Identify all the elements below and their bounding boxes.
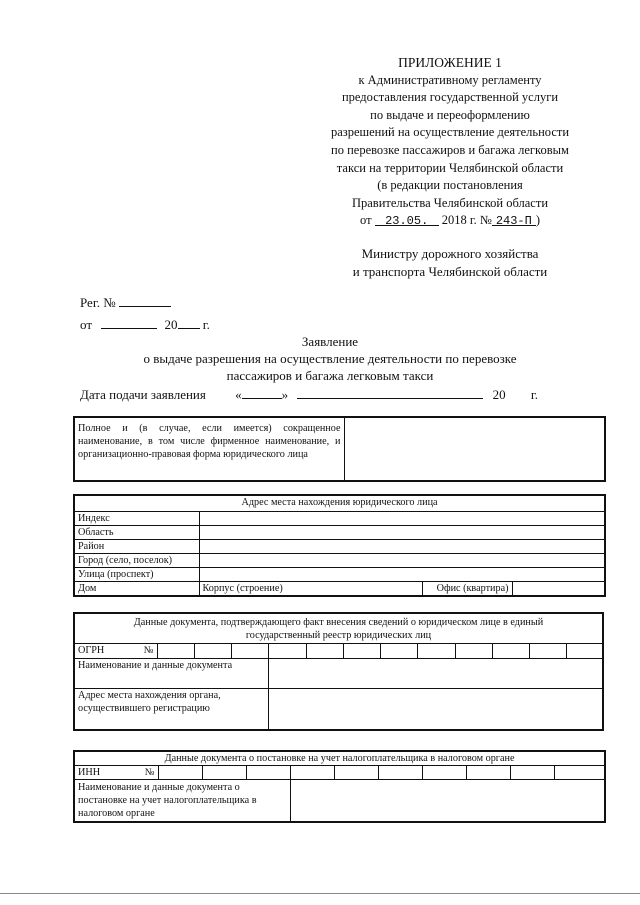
city-label: Город (село, поселок): [74, 553, 199, 567]
scan-edge-divider: [0, 893, 640, 894]
building-label: Корпус (строение): [199, 581, 422, 596]
ogrn-digit-cell[interactable]: [194, 643, 231, 658]
appendix-title: ПРИЛОЖЕНИЕ 1: [398, 55, 502, 70]
city-input[interactable]: [199, 553, 605, 567]
header-line: по перевозке пассажиров и багажа легковым: [331, 142, 569, 157]
ogrn-org-address-label: Адрес места нахождения органа, осуществившего регистрацию: [74, 688, 269, 730]
reg-year-label: 20: [164, 317, 178, 332]
submit-date-line: [80, 386, 600, 404]
region-label: Область: [74, 525, 199, 539]
ogrn-digit-cell[interactable]: [418, 643, 455, 658]
inn-digit-cell[interactable]: [378, 766, 422, 780]
resolution-date: 23.05.: [375, 213, 439, 226]
reg-year-field[interactable]: [178, 316, 200, 329]
ogrn-doc-name-label: Наименование и данные документа: [74, 658, 269, 688]
addressee-line: и транспорта Челябинской области: [352, 264, 548, 279]
inn-digit-cell[interactable]: [158, 766, 202, 780]
ogrn-digit-cell[interactable]: [492, 643, 529, 658]
ogrn-title: [74, 613, 603, 643]
inn-digit-cell[interactable]: [510, 766, 554, 780]
ogrn-title-line: Данные документа, подтверждающего факт внесения сведений о юридическом лице в единый: [133, 617, 544, 628]
statement-title: Заявление: [301, 334, 359, 349]
header-date-line: [300, 212, 600, 230]
region-input[interactable]: [199, 525, 605, 539]
inn-title: Данные документа о постановке на учет налогоплательщика в налоговом органе: [74, 751, 605, 766]
ogrn-label: ОГРН: [74, 643, 125, 658]
street-label: Улица (проспект): [74, 567, 199, 581]
statement-heading: [60, 333, 600, 384]
legal-name-label: Полное и (в случае, если имеется) сокращенное наименование, в том числе фирменное наименование, и организационно-правовая форма юридического лица: [74, 417, 344, 481]
inn-digit-cell[interactable]: [466, 766, 510, 780]
header-line: Правительства Челябинской области: [351, 195, 549, 210]
inn-doc-label: Наименование и данные документа о постановке на учет налогоплательщика в налоговом органе: [74, 780, 290, 822]
office-input[interactable]: [512, 581, 605, 596]
submit-month-field[interactable]: [297, 386, 483, 399]
inn-label: ИНН: [74, 766, 124, 780]
ogrn-digit-cell[interactable]: [306, 643, 343, 658]
ogrn-table: [73, 612, 604, 731]
street-input[interactable]: [199, 567, 605, 581]
statement-subtitle: о выдаче разрешения на осуществление деятельности по перевозке: [143, 351, 517, 366]
header-line: по выдаче и переоформлению: [370, 107, 530, 122]
addressee: [300, 245, 600, 281]
inn-digit-cell[interactable]: [554, 766, 605, 780]
submit-day-field[interactable]: [242, 386, 282, 399]
address-table: [73, 494, 606, 597]
header-line: разрешений на осуществление деятельности: [330, 125, 570, 140]
inn-digit-cell[interactable]: [334, 766, 378, 780]
inn-table: [73, 750, 606, 823]
appendix-header: [300, 54, 600, 230]
reg-g-label: г.: [202, 317, 210, 332]
legal-name-input[interactable]: [344, 417, 605, 481]
reg-from-label: от: [80, 317, 93, 332]
address-title: Адрес места нахождения юридического лица: [74, 495, 605, 511]
ogrn-digit-cell[interactable]: [157, 643, 194, 658]
submit-year-label: 20: [492, 387, 506, 402]
quote-close: »: [281, 387, 289, 402]
submit-date-label: Дата подачи заявления: [80, 387, 206, 402]
index-label: Индекс: [74, 511, 199, 525]
date-suffix: ): [535, 213, 540, 228]
house-label: Дом: [74, 581, 199, 596]
ogrn-title-line: государственный реестр юридических лиц: [245, 630, 432, 641]
ogrn-digit-cell[interactable]: [269, 643, 306, 658]
date-prefix: от: [359, 213, 372, 228]
district-input[interactable]: [199, 539, 605, 553]
office-label: Офис (квартира): [422, 581, 512, 596]
addressee-line: Министру дорожного хозяйства: [361, 246, 539, 261]
inn-digit-cell[interactable]: [290, 766, 334, 780]
inn-no-label: №: [124, 766, 158, 780]
ogrn-digit-cell[interactable]: [381, 643, 418, 658]
statement-subtitle: пассажиров и багажа легковым такси: [226, 368, 434, 383]
inn-doc-input[interactable]: [290, 780, 605, 822]
header-line: (в редакции постановления: [377, 178, 523, 193]
reg-number-label: Рег. №: [80, 295, 116, 310]
ogrn-digit-cell[interactable]: [567, 643, 603, 658]
legal-name-table: [73, 416, 606, 482]
inn-digit-cell[interactable]: [422, 766, 466, 780]
ogrn-digit-cell[interactable]: [530, 643, 567, 658]
index-input[interactable]: [199, 511, 605, 525]
date-year: 2018 г. №: [441, 213, 492, 228]
submit-g-label: г.: [530, 387, 538, 402]
quote-open: «: [235, 387, 242, 402]
ogrn-no-label: №: [125, 643, 157, 658]
header-line: такси на территории Челябинской области: [336, 160, 564, 175]
reg-number-field[interactable]: [119, 294, 171, 307]
registration-block: [80, 292, 210, 336]
reg-date-field[interactable]: [101, 316, 157, 329]
ogrn-digit-cell[interactable]: [232, 643, 269, 658]
ogrn-org-address-input[interactable]: [269, 688, 603, 730]
ogrn-digit-cell[interactable]: [455, 643, 492, 658]
header-line: предоставления государственной услуги: [341, 90, 559, 105]
ogrn-doc-name-input[interactable]: [269, 658, 603, 688]
ogrn-digit-cell[interactable]: [343, 643, 380, 658]
resolution-number: 243-П: [492, 213, 536, 226]
inn-digit-cell[interactable]: [246, 766, 290, 780]
inn-digit-cell[interactable]: [202, 766, 246, 780]
district-label: Район: [74, 539, 199, 553]
header-line: к Административному регламенту: [358, 72, 542, 87]
